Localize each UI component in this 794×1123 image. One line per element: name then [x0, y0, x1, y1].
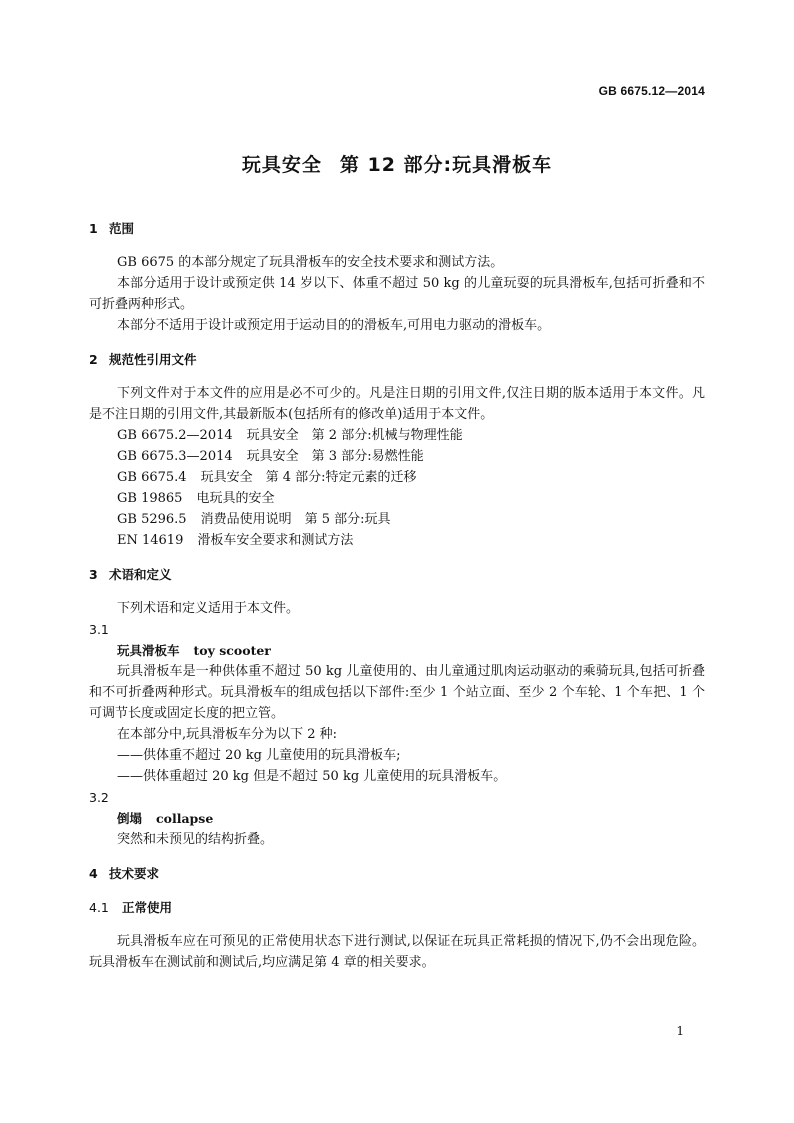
- paragraph: 本部分适用于设计或预定供 14 岁以下、体重不超过 50 kg 的儿童玩耍的玩具滑板车,包括可折叠和不可折叠两种形式。: [89, 276, 705, 312]
- section-heading-4: 4 技术要求: [89, 866, 160, 881]
- term-chinese: 玩具滑板车: [117, 643, 180, 658]
- standard-number: GB 6675.12—2014: [598, 84, 705, 98]
- section-heading-2: 2 规范性引用文件: [89, 352, 197, 367]
- subsection-heading-4-1: 4.1 正常使用: [89, 900, 173, 915]
- reference-item: GB 6675.2—2014 玩具安全 第 2 部分:机械与物理性能: [117, 428, 463, 443]
- list-item: ——供体重不超过 20 kg 儿童使用的玩具滑板车;: [117, 748, 401, 763]
- paragraph: 玩具滑板车应在可预见的正常使用状态下进行测试,以保证在玩具正常耗损的情况下,仍不会出现危险。玩具滑板车在测试前和测试后,均应满足第 4 章的相关要求。: [89, 934, 705, 970]
- section-heading-1: 1 范围: [89, 221, 135, 236]
- list-item: ——供体重超过 20 kg 但是不超过 50 kg 儿童使用的玩具滑板车。: [117, 769, 507, 784]
- document-title: [0, 150, 794, 177]
- section-heading-3: 3 术语和定义: [89, 567, 172, 582]
- term-note: 在本部分中,玩具滑板车分为以下 2 种:: [117, 727, 338, 742]
- term-entry: [89, 808, 705, 829]
- title-part-2: 第 12 部分:玩具滑板车: [339, 154, 553, 176]
- paragraph: 下列术语和定义适用于本文件。: [117, 601, 300, 616]
- clause-number: 3.2: [89, 790, 109, 805]
- paragraph: 下列文件对于本文件的应用是必不可少的。凡是注日期的引用文件,仅注日期的版本适用于本文件。凡是不注日期的引用文件,其最新版本(包括所有的修改单)适用于本文件。: [89, 386, 705, 422]
- paragraph: GB 6675 的本部分规定了玩具滑板车的安全技术要求和测试方法。: [117, 255, 504, 270]
- reference-item: GB 6675.3—2014 玩具安全 第 3 部分:易燃性能: [117, 449, 424, 464]
- reference-item: GB 19865 电玩具的安全: [117, 491, 275, 506]
- clause-number: 3.1: [89, 622, 109, 637]
- term-entry: [89, 640, 705, 661]
- title-part-1: 玩具安全: [241, 154, 322, 176]
- term-english: collapse: [156, 811, 214, 826]
- paragraph: 本部分不适用于设计或预定用于运动目的的滑板车,可用电力驱动的滑板车。: [117, 318, 551, 333]
- page-number: 1: [676, 1024, 684, 1038]
- term-english: toy scooter: [193, 643, 271, 658]
- reference-item: EN 14619 滑板车安全要求和测试方法: [117, 533, 354, 548]
- reference-item: GB 6675.4 玩具安全 第 4 部分:特定元素的迁移: [117, 470, 417, 485]
- term-chinese: 倒塌: [117, 811, 143, 826]
- term-definition: 突然和未预见的结构折叠。: [117, 832, 274, 847]
- term-definition: 玩具滑板车是一种供体重不超过 50 kg 儿童使用的、由儿童通过肌肉运动驱动的乘骑玩具,包括可折叠和不可折叠两种形式。玩具滑板车的组成包括以下部件:至少 1 个站立面、至少 2 个车轮、1 个车把、1 个可调节长度或固定长度的把立管。: [89, 664, 705, 721]
- document-body: [89, 218, 705, 973]
- reference-item: GB 5296.5 消费品使用说明 第 5 部分:玩具: [117, 512, 391, 527]
